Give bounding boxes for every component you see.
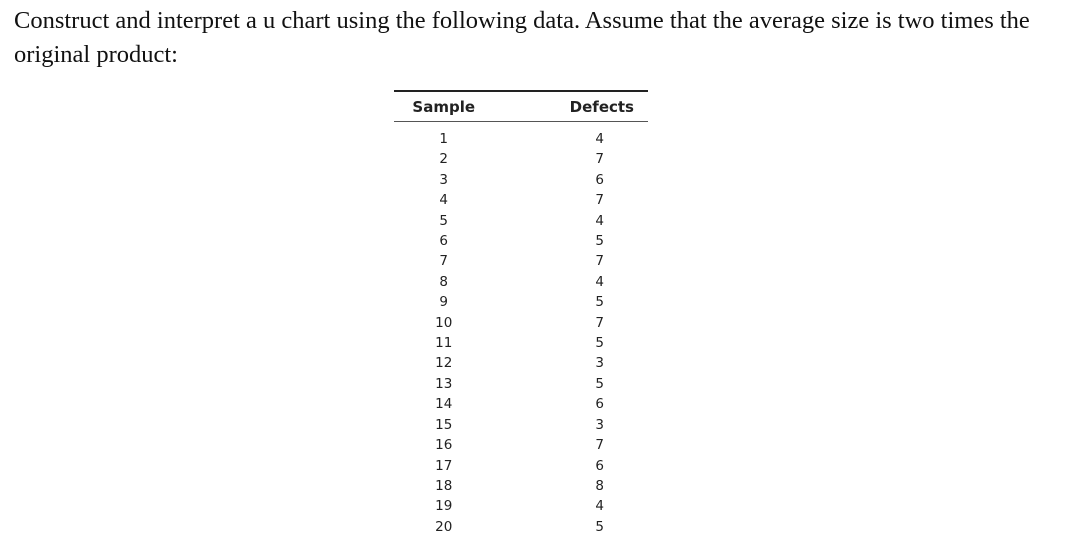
defects-count-cell: 5 bbox=[595, 375, 604, 392]
defects-count-cell: 5 bbox=[595, 335, 604, 352]
sample-number-cell: 1 bbox=[439, 131, 449, 147]
defects-count-cell: 8 bbox=[595, 477, 604, 494]
question-text: Construct and interpret a u chart using the following data. Assume that the average size is two times the original product: bbox=[14, 7, 1030, 68]
table-row bbox=[394, 292, 648, 312]
sample-number-cell: 16 bbox=[435, 437, 453, 454]
defects-count-cell: 7 bbox=[595, 253, 604, 270]
table-row bbox=[394, 333, 648, 353]
sample-number-cell: 9 bbox=[439, 294, 449, 311]
sample-column-header: Sample bbox=[394, 91, 493, 122]
sample-number-cell: 13 bbox=[435, 375, 453, 392]
table-row bbox=[394, 353, 648, 373]
sample-number-cell: 17 bbox=[435, 457, 453, 474]
defects-count-cell: 7 bbox=[595, 437, 604, 454]
defects-count-cell: 4 bbox=[595, 273, 604, 290]
table-row bbox=[394, 476, 648, 496]
defects-count-cell: 4 bbox=[595, 498, 604, 515]
table-row bbox=[394, 435, 648, 455]
defects-column-header: Defects bbox=[493, 91, 648, 122]
defects-count-cell: 4 bbox=[595, 212, 604, 229]
defects-table bbox=[394, 90, 648, 537]
sample-number-cell: 7 bbox=[439, 253, 449, 270]
sample-number-cell: 18 bbox=[435, 477, 453, 494]
table-body bbox=[394, 122, 648, 538]
sample-number-cell: 14 bbox=[435, 396, 453, 413]
table-row bbox=[394, 496, 648, 516]
sample-number-cell: 2 bbox=[439, 151, 449, 168]
sample-number-cell: 6 bbox=[439, 233, 449, 250]
table-row bbox=[394, 313, 648, 333]
defects-count-cell: 7 bbox=[595, 151, 604, 168]
sample-number-cell: 12 bbox=[435, 355, 453, 372]
defects-count-cell: 6 bbox=[595, 457, 604, 474]
defects-count-cell: 5 bbox=[595, 233, 604, 250]
table-header bbox=[394, 91, 648, 122]
table-row bbox=[394, 170, 648, 190]
defects-count-cell: 4 bbox=[595, 131, 604, 147]
table-row bbox=[394, 272, 648, 292]
sample-number-cell: 11 bbox=[435, 335, 453, 352]
table-row bbox=[394, 122, 648, 150]
table-row bbox=[394, 394, 648, 414]
table-row bbox=[394, 517, 648, 537]
table-row bbox=[394, 251, 648, 271]
table-row bbox=[394, 149, 648, 169]
defects-count-cell: 5 bbox=[595, 294, 604, 311]
defects-count-cell: 6 bbox=[595, 171, 604, 188]
defects-count-cell: 7 bbox=[595, 192, 604, 209]
defects-count-cell: 3 bbox=[595, 416, 604, 433]
table-row bbox=[394, 190, 648, 210]
sample-number-cell: 3 bbox=[439, 171, 449, 188]
table-row bbox=[394, 415, 648, 435]
header-row bbox=[394, 91, 648, 122]
sample-number-cell: 8 bbox=[439, 273, 449, 290]
defects-count-cell: 6 bbox=[595, 396, 604, 413]
sample-number-cell: 10 bbox=[435, 314, 453, 331]
sample-number-cell: 5 bbox=[439, 212, 449, 229]
sample-number-cell: 4 bbox=[439, 192, 449, 209]
table-row bbox=[394, 456, 648, 476]
defects-count-cell: 3 bbox=[595, 355, 604, 372]
sample-number-cell: 15 bbox=[435, 416, 453, 433]
sample-number-cell: 20 bbox=[435, 518, 453, 535]
defects-count-cell: 5 bbox=[595, 518, 604, 535]
defects-count-cell: 7 bbox=[595, 314, 604, 331]
defects-table-container bbox=[394, 90, 648, 537]
table-row bbox=[394, 374, 648, 394]
sample-number-cell: 19 bbox=[435, 498, 453, 515]
table-row bbox=[394, 211, 648, 231]
table-row bbox=[394, 231, 648, 251]
